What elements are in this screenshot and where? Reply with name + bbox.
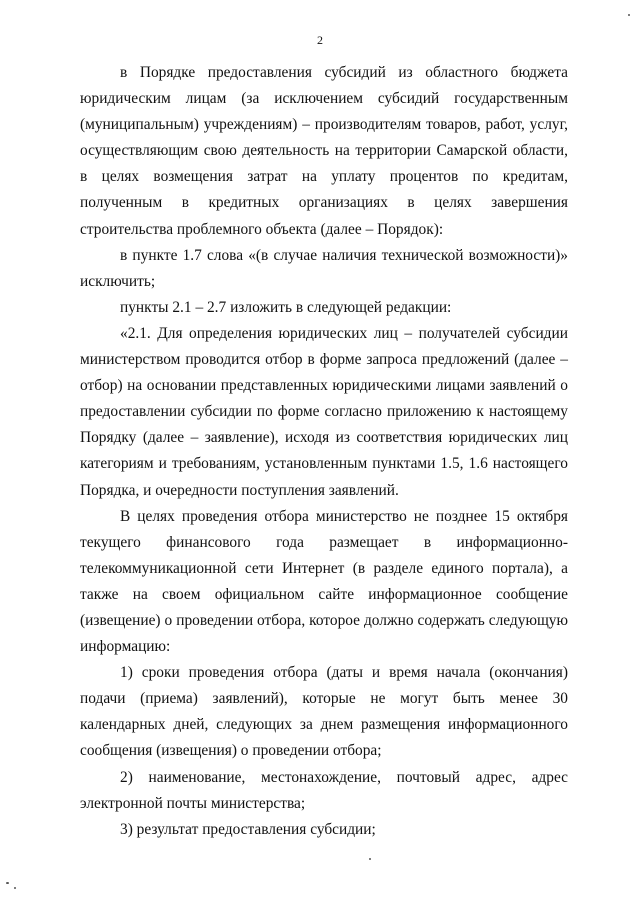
- document-body: [80, 60, 568, 843]
- page-number: 2: [317, 33, 323, 47]
- paragraph-selection-announcement: В целях проведения отбора министерство не позднее 15 октября текущего финансового года размещает в информационно-телекоммуникационной сети Интернет (в разделе единого портала), а также на своем официальном сайте информационное сообщение (извещение) о проведении отбора, которое должно содержать следующую информацию:: [80, 507, 568, 656]
- scan-speck: [6, 882, 9, 884]
- scan-speck: [628, 14, 630, 16]
- list-item-1-deadlines: 1) сроки проведения отбора (даты и время начала (окончания) подачи (приема) заявлений), которые не могут быть менее 30 календарных дней, следующих за днем размещения информационного сообщения (извещения) о проведении отбора;: [80, 664, 568, 760]
- paragraph-clauses-2-1-2-7: пункты 2.1 – 2.7 изложить в следующей редакции:: [120, 298, 452, 316]
- scan-speck: [14, 887, 16, 889]
- paragraph-procedure-title: в Порядке предоставления субсидий из областного бюджета юридическим лицам (за исключением субсидий государственным (муниципальным) учреждениям) – производителям товаров, работ, услуг, осуществляющим свою деятельность на территории Самарской области, в целях возмещения затрат на уплату процентов по кредитам, полученным в кредитных организациях в целях завершения строительства проблемного объекта (далее – Порядок):: [80, 64, 568, 238]
- paragraph-clause-1-7: в пункте 1.7 слова «(в случае наличия технической возможности)» исключить;: [80, 246, 568, 290]
- paragraph-2-1-selection: «2.1. Для определения юридических лиц – получателей субсидии министерством проводится отбор в форме запроса предложений (далее – отбор) на основании представленных юридическими лицами заявлений о предоставлении субсидии по форме согласно приложению к настоящему Порядку (далее – заявление), исходя из соответствия юридических лиц категориям и требованиям, установленным пунктами 1.5, 1.6 настоящего Порядка, и очередности поступления заявлений.: [80, 324, 568, 499]
- list-item-3-subsidy-result: 3) результат предоставления субсидии;: [120, 820, 376, 838]
- scan-speck: [369, 858, 371, 860]
- list-item-2-ministry-contacts: 2) наименование, местонахождение, почтовый адрес, адрес электронной почты министерства;: [80, 768, 568, 812]
